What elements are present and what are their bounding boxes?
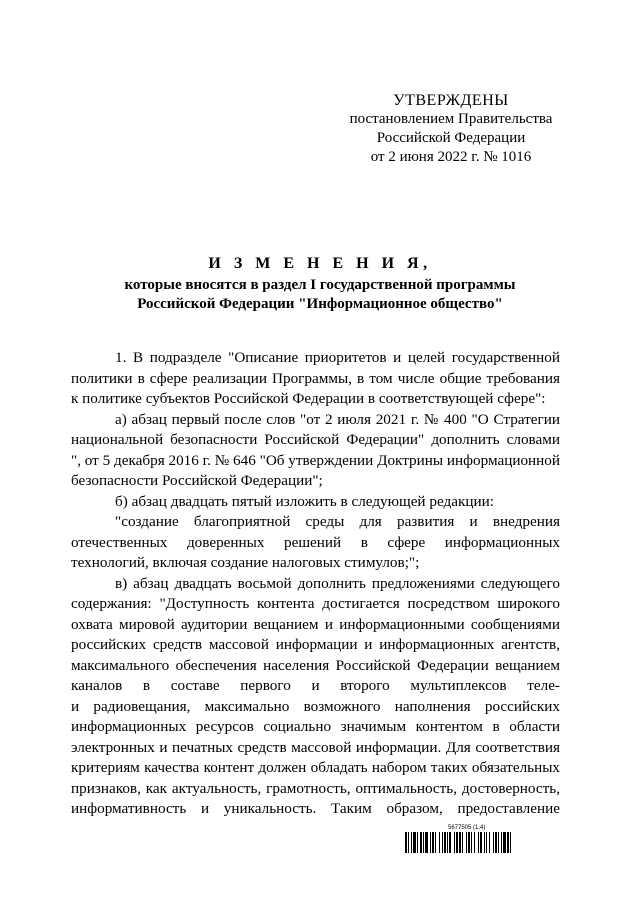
barcode-bar	[442, 832, 443, 853]
approval-line-2: Российской Федерации	[376, 130, 526, 146]
barcode-bar	[501, 832, 502, 853]
approval-block	[340, 91, 562, 167]
body-line: охвата мировой аудитории вещанием и информационными сообщениями	[71, 616, 560, 633]
body-line: и радиовещания, максимально возможного наполнения российских	[71, 698, 560, 715]
barcode-bar	[420, 832, 422, 853]
barcode-bar	[432, 832, 434, 853]
body-line: технологий, включая создание налоговых стимулов;";	[71, 554, 420, 571]
body-line: информационных ресурсов социально значимым контентом в области	[71, 718, 560, 735]
barcode-bar	[425, 832, 428, 853]
body-line: 1. В подразделе "Описание приоритетов и целей государственной	[115, 349, 560, 366]
barcode-bar	[468, 832, 470, 853]
barcode-bar	[486, 832, 487, 853]
barcode-bar	[480, 832, 482, 853]
body-line: к политике субъектов Российской Федерации в соответствующей сфере":	[71, 390, 546, 407]
barcode-bar	[489, 832, 490, 853]
barcode-bar	[417, 832, 418, 853]
barcode-bar	[459, 832, 461, 853]
body-line: информативность и уникальность. Таким образом, предоставление	[71, 800, 560, 817]
body-line: ", от 5 декабря 2016 г. № 646 "Об утверждении Доктрины информационной	[71, 452, 561, 469]
approval-heading: УТВЕРЖДЕНЫ	[393, 92, 509, 109]
barcode-bar	[408, 832, 409, 853]
body-line: российских средств массовой информации и информационных агентств,	[71, 636, 560, 653]
barcode-bar	[503, 832, 506, 853]
document-title: И З М Е Н Е Н И Я,	[208, 255, 432, 272]
barcode-bar	[430, 832, 431, 853]
barcode-bar	[411, 832, 412, 853]
barcode-number: 5677505 (1.4)	[448, 825, 486, 831]
approval-line-3: от 2 июня 2022 г. № 1016	[370, 149, 532, 165]
barcode-bar	[439, 832, 440, 853]
barcode-bar	[444, 832, 446, 853]
barcode-bar	[471, 832, 472, 853]
body-line: безопасности Российской Федерации";	[71, 472, 323, 489]
body-line: "создание благоприятной среды для развития и внедрения	[115, 513, 560, 530]
body-line: содержания: "Доступность контента достигается посредством широкого	[71, 595, 560, 612]
barcode-bar	[478, 832, 479, 853]
approval-line-1: постановлением Правительства	[349, 111, 553, 127]
body-line: а) абзац первый после слов "от 2 июля 2021 г. № 400 "О Стратегии	[115, 411, 560, 428]
barcode-bar	[413, 832, 416, 853]
barcode-bar	[462, 832, 463, 853]
body-line: б) абзац двадцать пятый изложить в следующей редакции:	[115, 493, 494, 510]
body-line: национальной безопасности Российской Федерации" дополнить словами	[71, 431, 560, 448]
body-line: максимального обеспечения населения Российской Федерации вещанием	[71, 657, 560, 674]
barcode-bar	[474, 832, 475, 853]
barcode-bar	[435, 832, 436, 853]
document-subtitle-line-1: которые вносятся в раздел I государственной программы	[124, 277, 516, 293]
barcode-bar	[423, 832, 424, 853]
barcode-bar	[449, 832, 451, 853]
body-line: политики в сфере реализации Программы, в том числе общие требования	[71, 370, 560, 387]
barcode-bar	[484, 832, 485, 853]
barcode-bar	[454, 832, 455, 853]
barcode-image	[405, 832, 563, 853]
barcode-bar	[507, 832, 509, 853]
barcode-bar	[456, 832, 458, 853]
barcode-bar	[447, 832, 448, 853]
body-line: в) абзац двадцать восьмой дополнить предложениями следующего	[115, 575, 560, 592]
body-line: признаков, как актуальность, грамотность, оптимальность, достоверность,	[71, 780, 560, 797]
barcode-bar	[510, 832, 511, 853]
body-line: отечественных доверенных решений в сфере информационных	[71, 534, 560, 551]
body-line: каналов в составе первого и второго мультиплексов теле-	[71, 677, 560, 694]
barcode-bar	[493, 832, 494, 853]
barcode-bar	[405, 832, 407, 853]
barcode-bar	[466, 832, 467, 853]
body-line: критериям качества контент должен обладать набором таких обязательных	[71, 759, 560, 776]
document-subtitle-line-2: Российской Федерации "Информационное общество"	[137, 296, 503, 312]
barcode-bar	[498, 832, 499, 853]
barcode-bar	[495, 832, 497, 853]
body-line: электронных и печатных средств массовой информации. Для соответствия	[71, 739, 560, 756]
